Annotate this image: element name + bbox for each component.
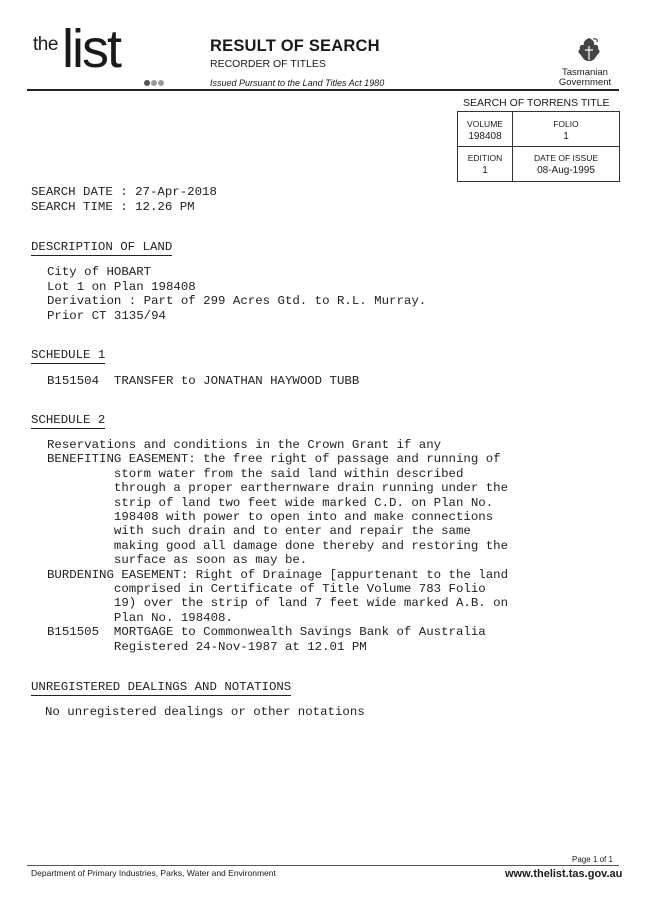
- schedule2-line: B151505 MORTGAGE to Commonwealth Savings Bank of Australia: [47, 625, 486, 640]
- unregistered-line: No unregistered dealings or other notations: [45, 705, 365, 719]
- logo-the-text: the: [33, 34, 58, 55]
- schedule2-line: with such drain and to enter and repair the same: [47, 524, 471, 539]
- description-line: Derivation : Part of 299 Acres Gtd. to R.L. Murray.: [47, 294, 427, 309]
- table-divider: [458, 146, 619, 147]
- schedule1-line: B151504 TRANSFER to JONATHAN HAYWOOD TUBB: [47, 374, 360, 388]
- act-reference: Issued Pursuant to the Land Titles Act 1980: [210, 78, 385, 88]
- schedule2-line: strip of land two feet wide marked C.D. on Plan No.: [47, 495, 494, 510]
- schedule2-line: 198408 with power to open into and make connections: [47, 510, 494, 524]
- footer-department: Department of Primary Industries, Parks, Water and Environment: [31, 868, 276, 878]
- search-time: SEARCH TIME : 12.26 PM: [31, 200, 195, 214]
- search-date: SEARCH DATE : 27-Apr-2018: [31, 185, 217, 199]
- schedule2-line: storm water from the said land within described: [47, 466, 464, 481]
- description-line: Prior CT 3135/94: [47, 308, 166, 323]
- government-name-line-1: Tasmanian: [562, 67, 608, 78]
- issue-date-value: 08-Aug-1995: [537, 165, 595, 176]
- edition-value: 1: [482, 165, 488, 176]
- schedule2-line: Reservations and conditions in the Crown Grant if any: [47, 438, 442, 452]
- footer-divider: [27, 865, 619, 866]
- schedule2-line: surface as soon as may be.: [47, 553, 308, 568]
- folio-label: FOLIO: [553, 119, 579, 129]
- government-emblem-icon: [575, 36, 603, 66]
- schedule2-heading: SCHEDULE 2: [31, 413, 106, 427]
- description-heading: DESCRIPTION OF LAND: [31, 240, 173, 254]
- logo-list-text: list: [62, 19, 120, 79]
- issue-date-label: DATE OF ISSUE: [533, 153, 599, 163]
- torrens-title-heading: SEARCH OF TORRENS TITLE: [463, 97, 610, 109]
- schedule2-line: 19) over the strip of land 7 feet wide marked A.B. on: [47, 596, 509, 611]
- document-subtitle: RECORDER OF TITLES: [210, 58, 326, 70]
- schedule1-heading: SCHEDULE 1: [31, 348, 106, 362]
- edition-label: EDITION: [467, 153, 503, 163]
- schedule2-line: through a proper earthernware drain running under the: [47, 481, 509, 496]
- unregistered-heading: UNREGISTERED DEALINGS AND NOTATIONS: [31, 680, 292, 694]
- volume-value: 198408: [468, 131, 502, 142]
- schedule2-line: BURDENING EASEMENT: Right of Drainage [appurtenant to the land: [47, 567, 509, 582]
- description-line: City of HOBART: [47, 265, 152, 279]
- schedule2-line: Plan No. 198408.: [47, 610, 233, 625]
- page-number: Page 1 of 1: [572, 855, 613, 864]
- header-divider: [27, 89, 619, 91]
- folio-value: 1: [563, 131, 569, 142]
- schedule2-line: BENEFITING EASEMENT: the free right of passage and running of: [47, 452, 501, 467]
- government-name-line-2: Government: [558, 77, 612, 88]
- schedule2-line: Registered 24-Nov-1987 at 12.01 PM: [47, 639, 367, 654]
- schedule2-line: comprised in Certificate of Title Volume 783 Folio: [47, 582, 486, 596]
- volume-label: VOLUME: [467, 119, 503, 129]
- torrens-title-table: [457, 111, 620, 182]
- schedule2-line: making good all damage done thereby and restoring the: [47, 538, 509, 553]
- description-line: Lot 1 on Plan 198408: [47, 279, 196, 294]
- footer-website-link[interactable]: www.thelist.tas.gov.au: [505, 868, 623, 880]
- document-title: RESULT OF SEARCH: [210, 37, 380, 55]
